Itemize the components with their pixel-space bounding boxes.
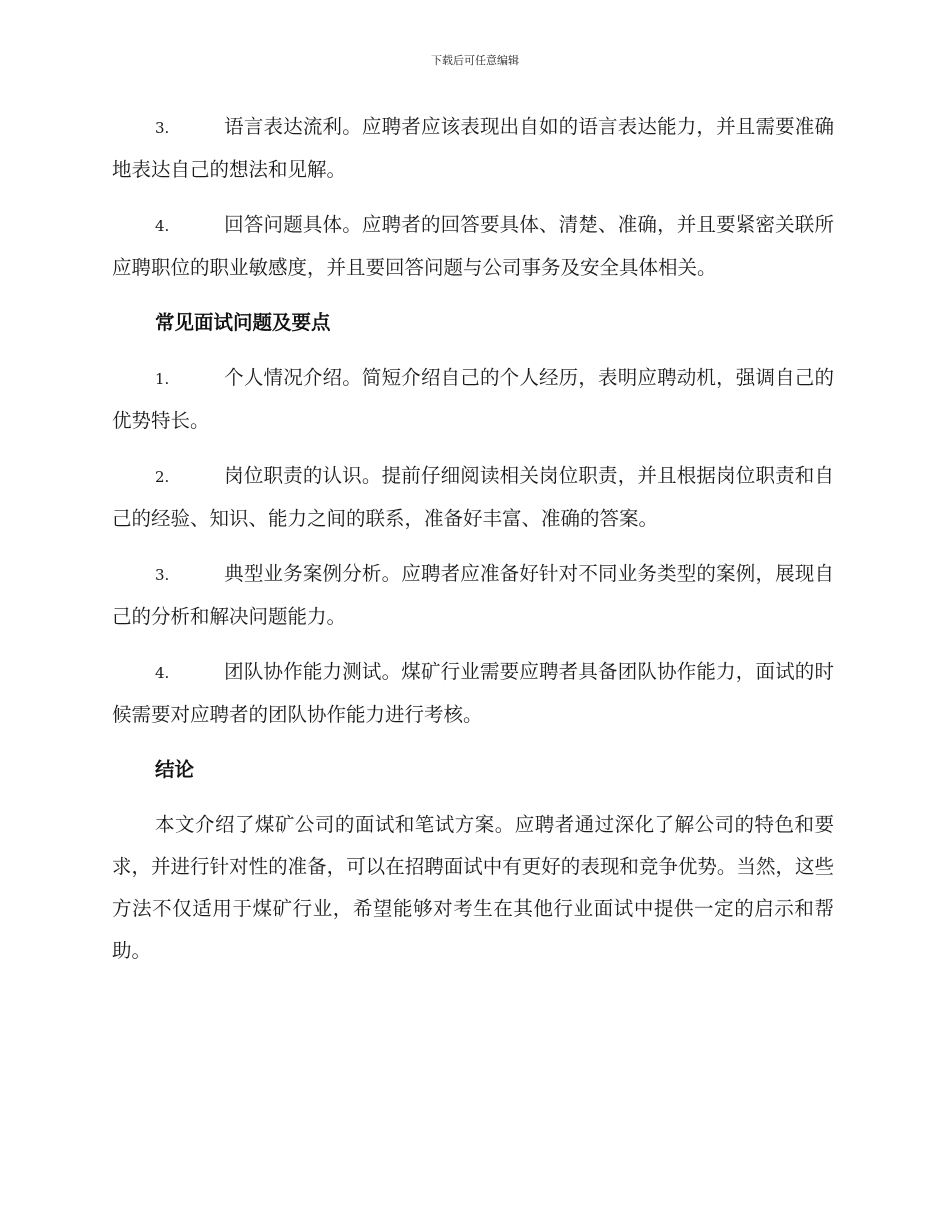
item-number: 4. (155, 217, 170, 235)
list-item (112, 357, 834, 442)
section-heading-interview-questions: 常见面试问题及要点 (155, 311, 331, 334)
list-item (112, 553, 834, 638)
conclusion-paragraph: 本文介绍了煤矿公司的面试和笔试方案。应聘者通过深化了解公司的特色和要求，并进行针对性的准备，可以在招聘面试中有更好的表现和竞争优势。当然，这些方法不仅适用于煤矿行业，希望能够对考生在其他行业面试中提供一定的启示和帮助。 (112, 813, 834, 962)
item-number: 4. (155, 664, 170, 682)
item-text: 回答问题具体。应聘者的回答要具体、清楚、准确，并且要紧密关联所应聘职位的职业敏感度，并且要回答问题与公司事务及安全具体相关。 (112, 213, 834, 279)
list-item (112, 204, 834, 289)
item-number: 1. (155, 370, 170, 388)
item-number: 2. (155, 468, 170, 486)
item-text: 典型业务案例分析。应聘者应准备好针对不同业务类型的案例，展现自己的分析和解决问题能力。 (112, 562, 834, 628)
item-text: 个人情况介绍。简短介绍自己的个人经历，表明应聘动机，强调自己的优势特长。 (112, 366, 834, 432)
item-number: 3. (155, 566, 170, 584)
item-text: 团队协作能力测试。煤矿行业需要应聘者具备团队协作能力，面试的时候需要对应聘者的团队协作能力进行考核。 (112, 660, 834, 726)
item-text: 岗位职责的认识。提前仔细阅读相关岗位职责，并且根据岗位职责和自己的经验、知识、能力之间的联系，准备好丰富、准确的答案。 (112, 464, 834, 530)
item-number: 3. (155, 119, 170, 137)
document-body (112, 106, 834, 985)
item-text: 语言表达流利。应聘者应该表现出自如的语言表达能力，并且需要准确地表达自己的想法和见解。 (112, 115, 834, 181)
section-heading-conclusion: 结论 (155, 758, 195, 781)
page-header: 下载后可任意编辑 (431, 54, 519, 67)
list-item (112, 651, 834, 736)
list-item (112, 106, 834, 191)
list-item (112, 455, 834, 540)
